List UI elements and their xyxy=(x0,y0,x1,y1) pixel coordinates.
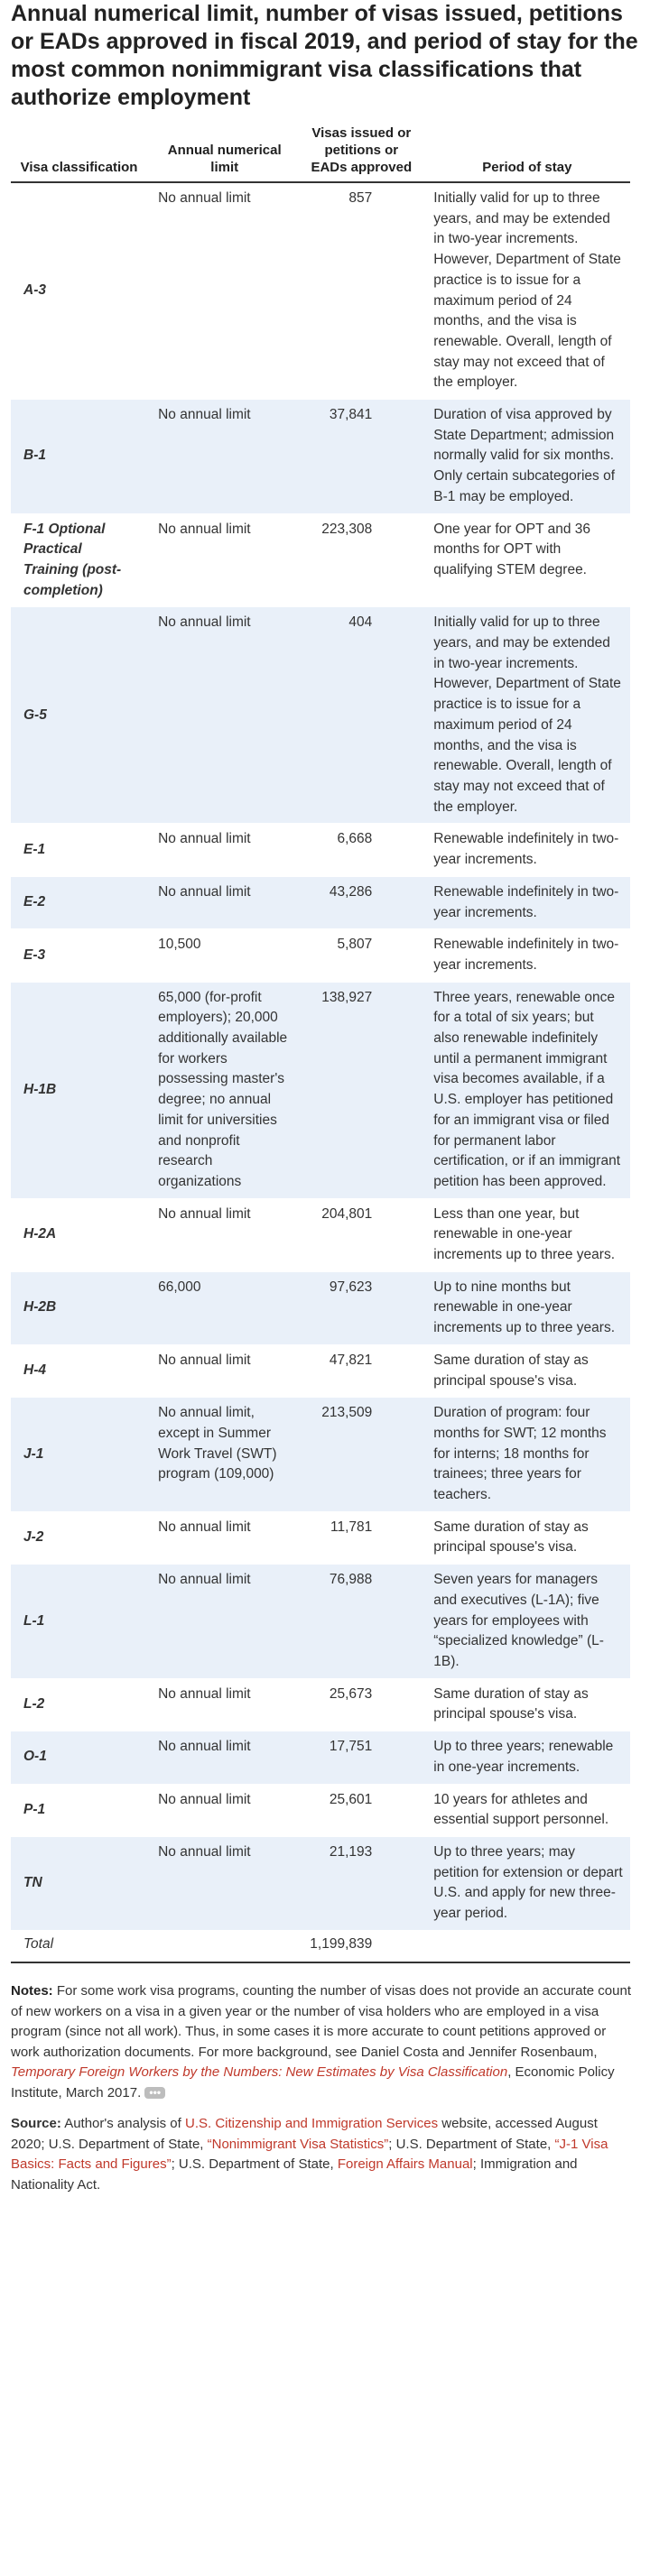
source-text-5: ; Immigration and Nationality Act. xyxy=(11,2156,578,2193)
visas-issued-cell: 37,841 xyxy=(302,400,421,514)
period-of-stay-cell: Same duration of stay as principal spouse's visa. xyxy=(433,1352,589,1389)
source-link-uscis[interactable]: U.S. Citizenship and Immigration Services xyxy=(184,2116,439,2132)
visa-classification-cell: F-1 Optional Practical Training (post-completion) xyxy=(23,521,122,598)
annual-limit-cell: No annual limit xyxy=(147,400,302,514)
visa-classification-cell: H-4 xyxy=(23,1362,46,1379)
source-text-1: Author's analysis of xyxy=(64,2116,181,2132)
table-title: Annual numerical limit, number of visas issued, petitions or EADs approved in fiscal 2019, and period of stay for the most common nonimmigrant visa classifications that authorize employment xyxy=(11,1,638,110)
visa-classification-cell: O-1 xyxy=(11,1731,147,1784)
total-limit-empty xyxy=(147,1930,302,1962)
notes-label: Notes: xyxy=(11,1983,53,1999)
table-row xyxy=(11,1398,630,1512)
table-row xyxy=(11,182,630,400)
annual-limit-cell: No annual limit xyxy=(158,521,251,537)
visas-issued-cell: 6,668 xyxy=(337,831,373,847)
visas-issued-cell: 97,623 xyxy=(302,1271,421,1344)
table-row xyxy=(11,1678,630,1731)
annual-limit-cell: No annual limit xyxy=(147,607,302,824)
annual-limit-cell: No annual limit, except in Summer Work Travel (SWT) program (109,000) xyxy=(147,1398,302,1512)
annual-limit-cell: No annual limit xyxy=(158,1205,251,1222)
visas-issued-cell: 204,801 xyxy=(321,1205,373,1222)
visas-issued-cell: 213,509 xyxy=(302,1398,421,1512)
annual-limit-cell: No annual limit xyxy=(158,1352,251,1368)
visa-classification-cell: E-3 xyxy=(23,946,46,963)
period-of-stay-cell: Renewable indefinitely in two-year increments. xyxy=(433,937,619,973)
header-stay: Period of stay xyxy=(482,160,572,175)
period-of-stay-cell: Up to three years; may petition for extension or depart U.S. and apply for new three-year period. xyxy=(421,1836,630,1930)
visa-classification-cell: B-1 xyxy=(11,400,147,514)
visas-issued-cell: 11,781 xyxy=(330,1519,373,1535)
expand-notes-button[interactable]: ••• xyxy=(144,2087,165,2099)
annual-limit-cell: No annual limit xyxy=(147,1565,302,1679)
table-row xyxy=(11,1344,630,1397)
period-of-stay-cell: Initially valid for up to three years, and may be extended in two-year increments. However, Department of State practice is to issue for a maximum period of 24 months, and the visa is renewable. Overall, length of stay may not exceed that of the employer. xyxy=(421,607,630,824)
period-of-stay-cell: Same duration of stay as principal spouse's visa. xyxy=(433,1685,589,1722)
visa-classification-cell: L-2 xyxy=(23,1696,45,1713)
visa-classification-cell: H-2A xyxy=(23,1226,57,1242)
table-row xyxy=(11,513,630,607)
period-of-stay-cell: Duration of program: four months for SWT; 12 months for interns; 18 months for trainees; three years for teachers. xyxy=(421,1398,630,1512)
annual-limit-cell: No annual limit xyxy=(158,190,251,206)
annual-limit-cell: No annual limit xyxy=(147,876,302,928)
period-of-stay-cell: Renewable indefinitely in two-year increments. xyxy=(421,876,630,928)
period-of-stay-cell: Duration of visa approved by State Department; admission normally valid for six months. Only certain subcategories of B-1 may be employed. xyxy=(421,400,630,514)
annual-limit-cell: 65,000 (for-profit employers); 20,000 additionally available for workers possessing master's degree; no annual limit for universities and nonprofit research organizations xyxy=(147,982,302,1198)
visas-issued-cell: 223,308 xyxy=(321,521,373,537)
table-row xyxy=(11,876,630,928)
header-classification: Visa classification xyxy=(20,160,138,175)
table-header-row xyxy=(11,125,630,182)
period-of-stay-cell: Less than one year, but renewable in one-year increments up to three years. xyxy=(433,1205,616,1263)
annual-limit-cell: No annual limit xyxy=(158,1791,251,1807)
visa-classification-cell: H-1B xyxy=(11,982,147,1198)
source-link-j1-basics[interactable]: “J-1 Visa Basics: Facts and Figures” xyxy=(11,2136,608,2173)
visas-issued-cell: 857 xyxy=(348,190,373,206)
visa-classification-cell: P-1 xyxy=(23,1801,46,1817)
period-of-stay-cell: One year for OPT and 36 months for OPT with qualifying STEM degree. xyxy=(433,521,591,577)
source-link-fam[interactable]: Foreign Affairs Manual xyxy=(337,2156,473,2173)
source-label: Source: xyxy=(11,2116,61,2132)
annual-limit-cell: No annual limit xyxy=(147,1731,302,1784)
period-of-stay-cell: Up to nine months but renewable in one-year increments up to three years. xyxy=(421,1271,630,1344)
visa-classification-cell: E-2 xyxy=(11,876,147,928)
visas-issued-cell: 138,927 xyxy=(302,982,421,1198)
visas-issued-cell: 25,601 xyxy=(329,1791,373,1807)
period-of-stay-cell: Renewable indefinitely in two-year increments. xyxy=(433,831,619,868)
source-text-3: ; U.S. Department of State, xyxy=(388,2136,552,2152)
visas-issued-cell: 21,193 xyxy=(302,1836,421,1930)
total-count: 1,199,839 xyxy=(310,1935,373,1952)
annual-limit-cell: No annual limit xyxy=(158,1519,251,1535)
total-label: Total xyxy=(23,1935,54,1952)
source-text-4: ; U.S. Department of State, xyxy=(171,2156,334,2173)
annual-limit-cell: 66,000 xyxy=(147,1271,302,1344)
total-row xyxy=(11,1930,630,1962)
annual-limit-cell: No annual limit xyxy=(158,1685,251,1702)
notes-text: For some work visa programs, counting the number of visas does not provide an accurate count of new workers on a visa in a given year or the number of visa holders who are employed in a visa program (since not all work). Thus, in some cases it is more accurate to count petitions approved or work authorization documents. For more background, see Daniel Costa and Jennifer Rosenbaum, xyxy=(11,1983,631,2060)
header-limit: Annual numerical limit xyxy=(167,143,282,175)
table-row xyxy=(11,607,630,824)
visa-classification-cell: A-3 xyxy=(23,282,46,299)
period-of-stay-cell: Same duration of stay as principal spouse's visa. xyxy=(433,1519,589,1556)
visa-classification-cell: TN xyxy=(11,1836,147,1930)
period-of-stay-cell: 10 years for athletes and essential support personnel. xyxy=(433,1791,609,1828)
source xyxy=(11,2114,634,2195)
visa-classification-cell: E-1 xyxy=(23,841,46,857)
visa-table xyxy=(11,125,630,1963)
table-row xyxy=(11,982,630,1198)
notes-report-link[interactable]: Temporary Foreign Workers by the Numbers: New Estimates by Visa Classification xyxy=(11,2064,508,2081)
visas-issued-cell: 25,673 xyxy=(329,1685,373,1702)
visa-classification-cell: J-2 xyxy=(23,1529,44,1546)
visas-issued-cell: 5,807 xyxy=(337,937,373,953)
table-row xyxy=(11,1511,630,1564)
table-row xyxy=(11,1731,630,1784)
table-row xyxy=(11,824,630,876)
period-of-stay-cell: Up to three years; renewable in one-year increments. xyxy=(421,1731,630,1784)
table-row xyxy=(11,929,630,982)
visas-issued-cell: 76,988 xyxy=(302,1565,421,1679)
visas-issued-cell: 404 xyxy=(302,607,421,824)
table-row xyxy=(11,1271,630,1344)
annual-limit-cell: No annual limit xyxy=(158,831,251,847)
period-of-stay-cell: Seven years for managers and executives (L-1A); five years for employees with “specialized knowledge” (L-1B). xyxy=(421,1565,630,1679)
period-of-stay-cell: Three years, renewable once for a total of six years; but also renewable indefinitely until a permanent immigrant visa becomes available, if a U.S. employer has petitioned for an immigrant visa or filed for permanent labor certification, or if an immigrant petition has been approved. xyxy=(421,982,630,1198)
visa-classification-cell: J-1 xyxy=(11,1398,147,1512)
table-body xyxy=(11,182,630,1962)
table-row xyxy=(11,1565,630,1679)
period-of-stay-cell: Initially valid for up to three years, and may be extended in two-year increments. However, Department of State practice is to issue for a maximum period of 24 months, and the visa is renewable. Overall, length of stay may not exceed that of the employer. xyxy=(433,190,621,391)
visa-classification-cell: G-5 xyxy=(11,607,147,824)
notes-after: , Economic Policy Institute, March 2017. xyxy=(11,2064,615,2101)
visa-classification-cell: H-2B xyxy=(11,1271,147,1344)
header-issued: Visas issued or petitions or EADs approved xyxy=(311,125,413,175)
source-link-nonimmigrant-stats[interactable]: “Nonimmigrant Visa Statistics” xyxy=(207,2136,389,2152)
table-row xyxy=(11,1836,630,1930)
source-text-2: website, accessed August 2020; U.S. Department of State, xyxy=(11,2116,598,2152)
table-row xyxy=(11,1784,630,1836)
table-row xyxy=(11,400,630,514)
visas-issued-cell: 47,821 xyxy=(329,1352,373,1368)
annual-limit-cell: No annual limit xyxy=(147,1836,302,1930)
visa-classification-cell: L-1 xyxy=(11,1565,147,1679)
annual-limit-cell: 10,500 xyxy=(158,937,201,953)
total-stay-empty xyxy=(421,1930,630,1962)
visas-issued-cell: 17,751 xyxy=(302,1731,421,1784)
notes xyxy=(11,1981,634,2103)
visas-issued-cell: 43,286 xyxy=(302,876,421,928)
table-row xyxy=(11,1198,630,1271)
